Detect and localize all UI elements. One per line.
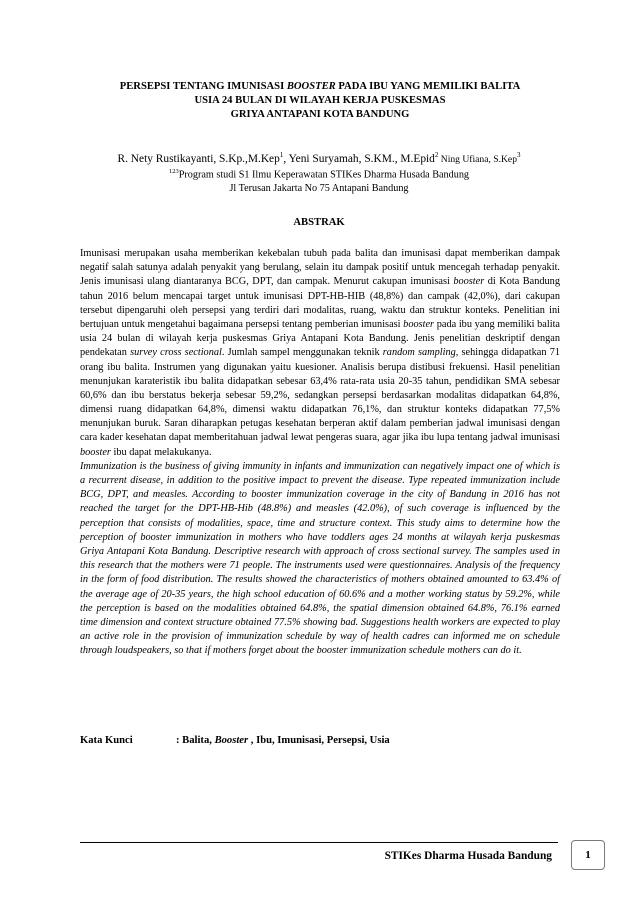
page-number: 1 bbox=[571, 840, 605, 870]
abstract-body bbox=[80, 247, 560, 658]
abstract-english: Immunization is the business of giving immunity in infants and immunization can negatively impact one of which is a recurrent disease, in addition to the positive impact to prevent the disease. Type repeated immunization include BCG, DPT, and measles. According to booster immunization coverage in the city of Bandung in 2016 has not reached the target for the DPT-HB-Hib (48.8%) and measles (42.0%), of such coverage is influenced by the perception that consists of modalities, space, time and structure context. This study aims to determine how the perception of booster immunization in mothers who have toddlers ages 24 months at wilayah kerja puskesmas Griya Antapani Kota Bandung. Descriptive research with approach of cross sectional survey. The samples used in this research that the mothers were 71 people. The instruments used were questionnaires. Analysis of the frequency in the form of food distribution. The results showed the characteristics of mothers obtained amounted to 63.4% of the average age of 20-35 years, the high school education of 60.6% and a mother working status by 59.2%, while the perception is based on the modalities obtained 64.8%, the spatial dimension obtained 64.8%, 76.1% earned time dimension and context structure obtained 77.5% showing bad. Suggestions health workers are expected to play an active role in the provision of immunization schedule by way of health cadres can informed me on schedule through loudspeakers, so that if mothers forget about the booster immunization schedule mothers can do it. bbox=[80, 460, 560, 657]
abstract-indonesian: Imunisasi merupakan usaha memberikan kekebalan tubuh pada balita dan imunisasi dapat memberikan dampak negatif salah satunya adalah penyakit yang berulang, selain itu dampak positif untuk mencegah terhadap penyakit. Jenis imunisasi ulang diantaranya BCG, DPT, dan campak. Menurut cakupan imunisasi booster di Kota Bandung tahun 2016 belum mencapai target untuk imunisasi DPT-HB-HIB (48,8%) dan campak (42,0%), dari cakupan tersebut dipengaruhi oleh persepsi yang terdiri dari modalitas, ruang, waktu dan struktur konteks. Penelitian ini bertujuan untuk mengetahui bagaimana persepsi tentang pemberian imunisasi booster pada ibu yang memiliki balita usia 24 bulan di wilayah kerja puskesmas Griya Antapani Kota Bandung. Jenis penelitian deskriptif dengan pendekatan survey cross sectional. Jumlah sampel menggunakan teknik random sampling, sehingga didapatkan 71 orang ibu balita. Instrumen yang digunakan yaitu kuesioner. Analisis berupa distibusi frekuensi. Hasil penelitian menunjukan karateristik ibu balita didapatkan sebesar 63,4% rata-rata usia 20-35 tahun, pendidikan SMA sebesar 60,6% dan ibu berstatus bekerja sebesar 59,2%, sedangkan persepsi berdasarkan modalitas didapatkan 64,8%, dimensi ruang didapatkan 64,8%, dimensi waktu didapatkan 76,1%, dan struktur konteks didapatkan 77,5% menunjukan buruk. Saran diharapkan petugas kesehatan berperan aktif dalam pemberian jadwal imunisasi dengan cara kader kesehatan dapat memberitahuan jadwal lewat pengeras suara, agar jika ibu lupa tentang jadwal imunisasi booster ibu dapat melakukanya. bbox=[80, 248, 560, 458]
title-line-3: GRIYA ANTAPANI KOTA BANDUNG bbox=[230, 109, 410, 120]
keywords-label: Kata Kunci bbox=[80, 735, 133, 746]
title-line-1: PERSEPSI TENTANG IMUNISASI BOOSTER PADA IBU YANG MEMILIKI BALITA bbox=[119, 81, 521, 92]
author-3: Ning Ufiana, S.Kep bbox=[438, 153, 517, 165]
affiliation-program: Program studi S1 Ilmu Keperawatan STIKes Dharma Husada Bandung bbox=[178, 169, 470, 181]
footer-divider bbox=[80, 842, 558, 843]
affiliation: $^{123}$Program studi S1 Ilmu Keperawatan STIKes Dharma Husada Bandung Jl Terusan Jakarta No 75 Antapani Bandung bbox=[60, 165, 578, 196]
author-2: , Yeni Suryamah, S.KM., M.Epid bbox=[283, 152, 435, 165]
footer-institution: STIKes Dharma Husada Bandung bbox=[384, 850, 552, 862]
affiliation-address: Jl Terusan Jakarta No 75 Antapani Bandung bbox=[229, 183, 409, 195]
paper-title bbox=[80, 80, 560, 122]
keywords: Kata Kunci : Balita, Booster , Ibu, Imunisasi, Persepsi, Usia bbox=[80, 735, 390, 746]
author-list: R. Nety Rustikayanti, S.Kp.,M.Kep$^1$, Yeni Suryamah, S.KM., M.Epid$^2$ Ning Ufiana, S.Kep$^3$ bbox=[117, 151, 521, 165]
author-1: R. Nety Rustikayanti, S.Kp.,M.Kep bbox=[117, 152, 280, 165]
abstract-heading: ABSTRAK bbox=[293, 217, 345, 228]
title-line-2: USIA 24 BULAN DI WILAYAH KERJA PUSKESMAS bbox=[194, 95, 446, 106]
